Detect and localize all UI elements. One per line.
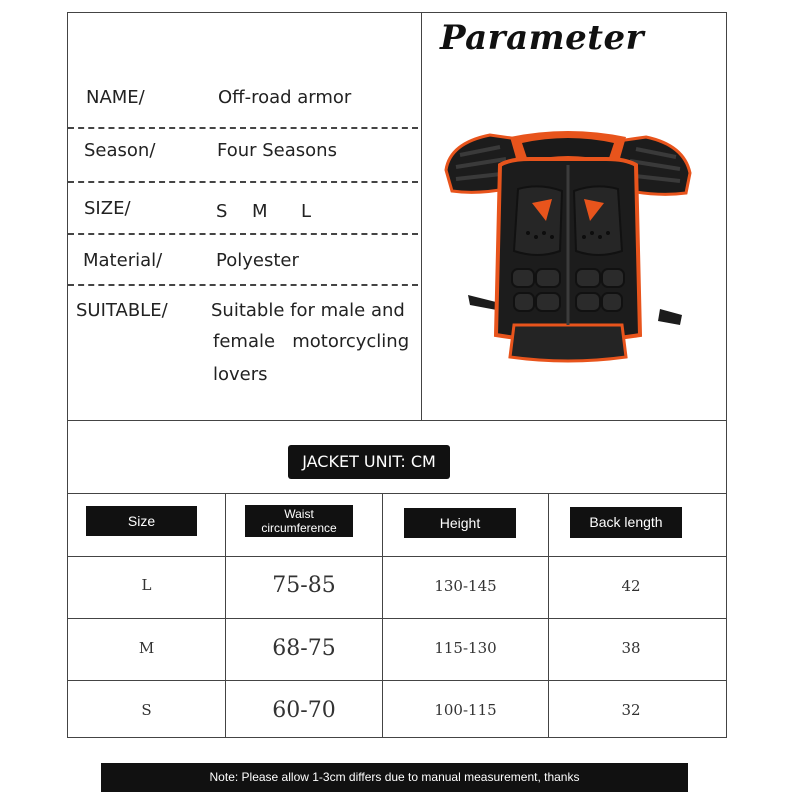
header-height: Height bbox=[404, 508, 516, 538]
spec-sheet-frame bbox=[67, 12, 727, 738]
cell-waist: 68-75 bbox=[272, 636, 336, 661]
size-value-l: L bbox=[301, 201, 312, 222]
measurement-note: Note: Please allow 1-3cm differs due to manual measurement, thanks bbox=[101, 763, 688, 792]
suitable-line-1: Suitable for male and bbox=[211, 300, 405, 321]
size-label: SIZE/ bbox=[84, 198, 131, 219]
header-waist-line-1: Waist bbox=[284, 507, 314, 521]
cell-height: 130-145 bbox=[434, 577, 497, 595]
divider-dashed bbox=[68, 127, 418, 129]
cell-back-length: 38 bbox=[621, 639, 641, 657]
season-value: Four Seasons bbox=[217, 140, 337, 161]
divider-dashed bbox=[68, 181, 418, 183]
material-label: Material/ bbox=[83, 250, 163, 271]
table-row-divider bbox=[67, 556, 727, 557]
cell-height: 115-130 bbox=[434, 639, 497, 657]
header-waist-line-2: circumference bbox=[261, 521, 337, 535]
name-label: NAME/ bbox=[86, 87, 145, 108]
table-row-divider bbox=[67, 618, 727, 619]
name-value: Off-road armor bbox=[218, 87, 352, 108]
table-row-divider bbox=[67, 680, 727, 681]
suitable-label: SUITABLE/ bbox=[76, 300, 168, 321]
vertical-divider bbox=[421, 12, 422, 420]
cell-size: M bbox=[138, 639, 155, 657]
header-waist bbox=[245, 505, 353, 537]
cell-size: L bbox=[141, 576, 152, 594]
suitable-line-3: lovers bbox=[213, 364, 268, 385]
horizontal-divider bbox=[67, 420, 727, 421]
season-label: Season/ bbox=[84, 140, 156, 161]
cell-size: S bbox=[141, 701, 152, 719]
cell-back-length: 32 bbox=[621, 701, 641, 719]
cell-back-length: 42 bbox=[621, 577, 641, 595]
cell-waist: 60-70 bbox=[272, 698, 336, 723]
cell-height: 100-115 bbox=[434, 701, 497, 719]
divider-dashed bbox=[68, 284, 418, 286]
size-value-s: S bbox=[216, 201, 228, 222]
table-border-top bbox=[67, 493, 727, 494]
divider-dashed bbox=[68, 233, 418, 235]
armor-vest-image bbox=[440, 125, 710, 370]
header-size: Size bbox=[86, 506, 197, 536]
material-value: Polyester bbox=[216, 250, 299, 271]
unit-badge: JACKET UNIT: CM bbox=[288, 445, 450, 479]
header-back-length: Back length bbox=[570, 507, 682, 538]
cell-waist: 75-85 bbox=[272, 573, 336, 598]
size-value-m: M bbox=[252, 201, 268, 222]
page-title: Parameter bbox=[440, 18, 644, 58]
suitable-line-2: female motorcycling bbox=[213, 331, 410, 352]
